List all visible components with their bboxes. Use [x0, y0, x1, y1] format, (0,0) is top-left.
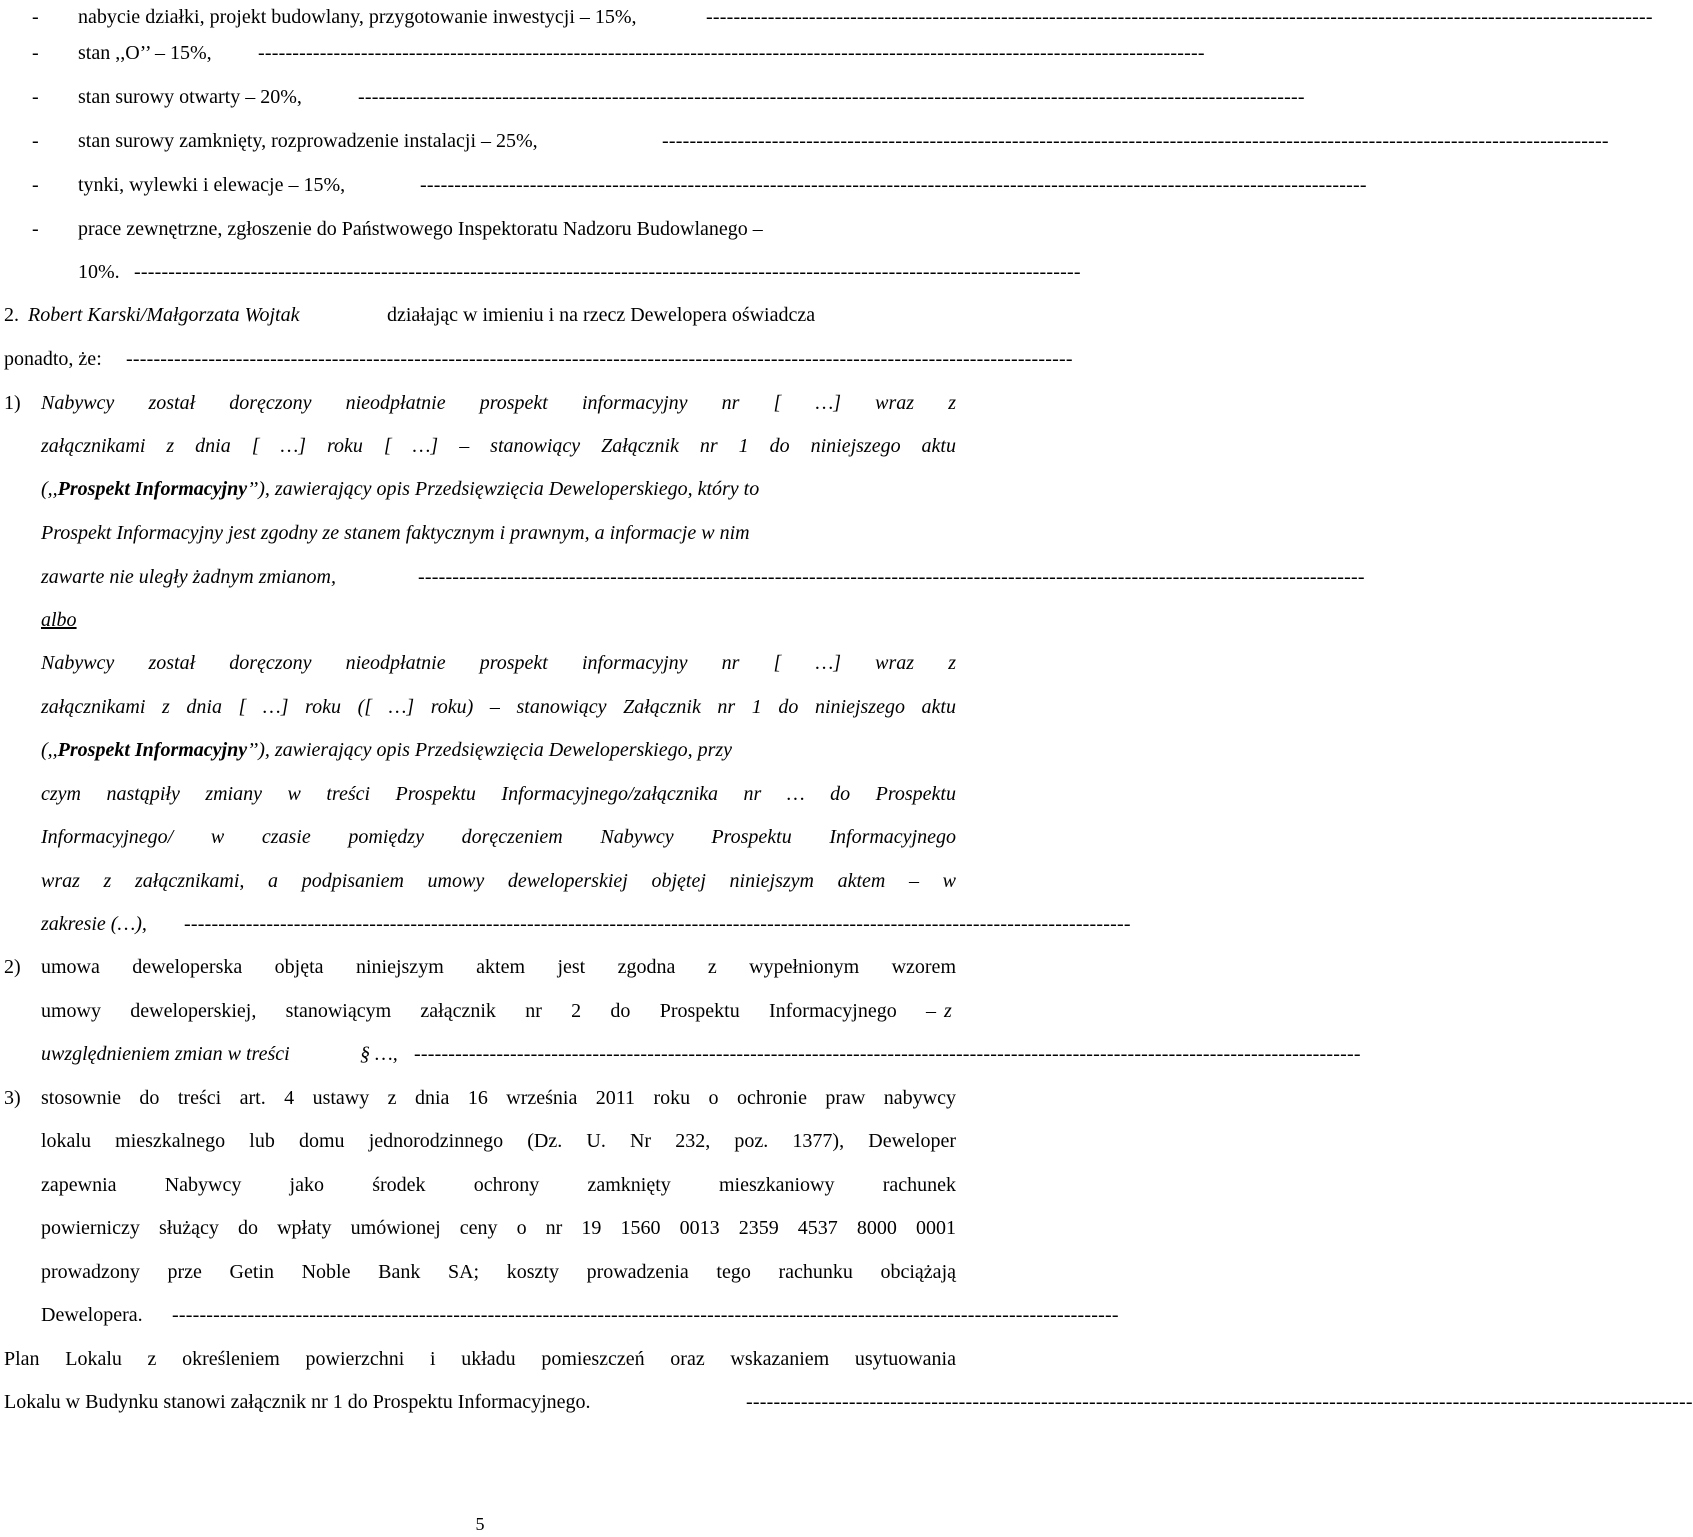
plan-line — [0, 1342, 960, 1376]
item-number: 1) — [4, 392, 21, 414]
item-number: 3) — [4, 1087, 21, 1109]
alt-text: zakresie (…), — [41, 913, 147, 935]
dash-fill: ------------------------------------------------------------------------------------------------------------------------------------------ — [414, 1043, 1361, 1065]
albo-line — [0, 603, 960, 637]
dash-fill: ------------------------------------------------------------------------------------------------------------------------------------------ — [420, 174, 1367, 196]
alt-line — [0, 907, 1131, 941]
item-1-line — [0, 516, 960, 550]
item-text: Nabywcy został doręczony nieodpłatnie prospekt informacyjny nr [ …] wraz z — [41, 392, 956, 414]
list-item — [0, 124, 1609, 158]
item-1-line — [0, 472, 960, 506]
paragraph-text: działając w imieniu i na rzecz Dewelopera oświadcza — [387, 304, 816, 326]
dash-fill: ------------------------------------------------------------------------------------------------------------------------------------------ — [172, 1304, 1119, 1326]
item-text: lokalu mieszkalnego lub domu jednorodzinnego (Dz. U. Nr 232, poz. 1377), Deweloper — [41, 1130, 956, 1152]
albo-label: albo — [41, 609, 77, 631]
dash-fill: ------------------------------------------------------------------------------------------------------------------------------------------ — [184, 913, 1131, 935]
paragraph-2-line — [0, 342, 1073, 376]
dash-fill: ------------------------------------------------------------------------------------------------------------------------------------------ — [126, 348, 1073, 370]
alt-text: wraz z załącznikami, a podpisaniem umowy deweloperskiej objętej niniejszym aktem – w — [41, 870, 956, 892]
paragraph-sign: § …, — [360, 1043, 398, 1065]
item-3-line — [0, 1298, 1119, 1332]
dash-fill: ------------------------------------------------------------------------------------------------------------------------------------------ — [258, 42, 1205, 64]
plan-line — [0, 1385, 1693, 1419]
item-text: umowa deweloperska objęta niniejszym aktem jest zgodna z wypełnionym wzorem — [41, 956, 956, 978]
bullet: - — [32, 6, 39, 28]
list-item — [0, 80, 1305, 114]
item-3-line — [0, 1081, 960, 1115]
dash-fill: ------------------------------------------------------------------------------------------------------------------------------------------ — [746, 1391, 1693, 1413]
bullet: - — [32, 174, 39, 196]
plan-text: Lokalu w Budynku stanowi załącznik nr 1 do Prospektu Informacyjnego. — [4, 1391, 591, 1413]
plan-text: Plan Lokalu z określeniem powierzchni i układu pomieszczeń oraz wskazaniem usytuowania — [4, 1348, 956, 1370]
dash-fill: ------------------------------------------------------------------------------------------------------------------------------------------ — [358, 86, 1305, 108]
list-item — [0, 212, 960, 246]
item-text: Dewelopera. — [41, 1304, 143, 1326]
alt-text-group — [41, 733, 732, 767]
item-text: powierniczy służący do wpłaty umówionej ceny o nr 19 1560 0013 2359 4537 8000 0001 — [41, 1217, 956, 1239]
prospekt-bold: Prospekt Informacyjny — [57, 739, 248, 761]
page-number: 5 — [475, 1514, 485, 1534]
dash-fill: ------------------------------------------------------------------------------------------------------------------------------------------ — [418, 566, 1365, 588]
list-item-text: stan ,,O’’ – 15%, — [78, 42, 212, 64]
item-3-line — [0, 1255, 960, 1289]
paragraph-number: 2. — [4, 304, 19, 326]
item-2-line — [0, 950, 960, 984]
alt-text: Informacyjnego/ w czasie pomiędzy doręczeniem Nabywcy Prospektu Informacyjnego — [41, 826, 956, 848]
alt-text: załącznikami z dnia [ …] roku ([ …] roku) – stanowiący Załącznik nr 1 do niniejszego aktu — [41, 696, 956, 718]
list-item-text: tynki, wylewki i elewacje – 15%, — [78, 174, 346, 196]
paragraph-text: ponadto, że: — [4, 348, 102, 370]
paragraph-2-line — [0, 298, 960, 332]
item-text: z — [944, 1000, 952, 1022]
alt-line — [0, 690, 960, 724]
list-item — [0, 0, 1653, 34]
item-text: prowadzony prze Getin Noble Bank SA; koszty prowadzenia tego rachunku obciążają — [41, 1261, 956, 1283]
alt-text: ’’), zawierający opis Przedsięwzięcia Deweloperskiego, przy — [247, 739, 733, 761]
item-2-line — [0, 1037, 1361, 1071]
list-item — [0, 36, 1205, 70]
bullet: - — [32, 218, 39, 240]
bullet: - — [32, 130, 39, 152]
quote-open: (,, — [41, 739, 58, 761]
item-text: załącznikami z dnia [ …] roku [ …] – stanowiący Załącznik nr 1 do niniejszego aktu — [41, 435, 956, 457]
item-1-line — [0, 386, 960, 420]
alt-line — [0, 864, 960, 898]
item-text: zawarte nie uległy żadnym zmianom, — [41, 566, 336, 588]
list-item-text: prace zewnętrzne, zgłoszenie do Państwowego Inspektoratu Nadzoru Budowlanego – — [78, 218, 763, 240]
item-1-line — [0, 429, 960, 463]
item-2-line — [0, 994, 960, 1028]
list-item-text: stan surowy otwarty – 20%, — [78, 86, 302, 108]
item-text: uwzględnieniem zmian w treści — [41, 1043, 290, 1065]
item-text: umowy deweloperskiej, stanowiącym załącznik nr 2 do Prospektu Informacyjnego – — [41, 1000, 936, 1022]
item-text: ’’), zawierający opis Przedsięwzięcia Deweloperskiego, który to — [247, 478, 760, 500]
list-item-text: nabycie działki, projekt budowlany, przygotowanie inwestycji – 15%, — [78, 6, 637, 28]
alt-line — [0, 777, 960, 811]
list-item-continuation — [0, 255, 1081, 289]
list-item-text: stan surowy zamknięty, rozprowadzenie instalacji – 25%, — [78, 130, 538, 152]
item-3-line — [0, 1168, 960, 1202]
list-item-text: 10%. — [78, 261, 120, 283]
alt-text: czym nastąpiły zmiany w treści Prospektu Informacyjnego/załącznika nr … do Prospektu — [41, 783, 956, 805]
list-item — [0, 168, 1367, 202]
dash-fill: ------------------------------------------------------------------------------------------------------------------------------------------ — [662, 130, 1609, 152]
bullet: - — [32, 42, 39, 64]
bullet: - — [32, 86, 39, 108]
alt-text: Nabywcy został doręczony nieodpłatnie prospekt informacyjny nr [ …] wraz z — [41, 652, 956, 674]
dash-fill: ------------------------------------------------------------------------------------------------------------------------------------------ — [706, 6, 1653, 28]
item-3-line — [0, 1124, 960, 1158]
item-text: zapewnia Nabywcy jako środek ochrony zamknięty mieszkaniowy rachunek — [41, 1174, 956, 1196]
alt-line — [0, 820, 960, 854]
item-text-group — [41, 472, 759, 506]
quote-open: (,, — [41, 478, 58, 500]
prospekt-bold: Prospekt Informacyjny — [57, 478, 248, 500]
representative-names: Robert Karski/Małgorzata Wojtak — [28, 304, 300, 326]
alt-line — [0, 733, 960, 767]
item-text: Prospekt Informacyjny jest zgodny ze stanem faktycznym i prawnym, a informacje w nim — [41, 522, 750, 544]
item-1-line — [0, 560, 1365, 594]
item-number: 2) — [4, 956, 21, 978]
dash-fill: ------------------------------------------------------------------------------------------------------------------------------------------ — [134, 261, 1081, 283]
alt-line — [0, 646, 960, 680]
item-text: stosownie do treści art. 4 ustawy z dnia 16 września 2011 roku o ochronie praw nabywcy — [41, 1087, 956, 1109]
item-3-line — [0, 1211, 960, 1245]
